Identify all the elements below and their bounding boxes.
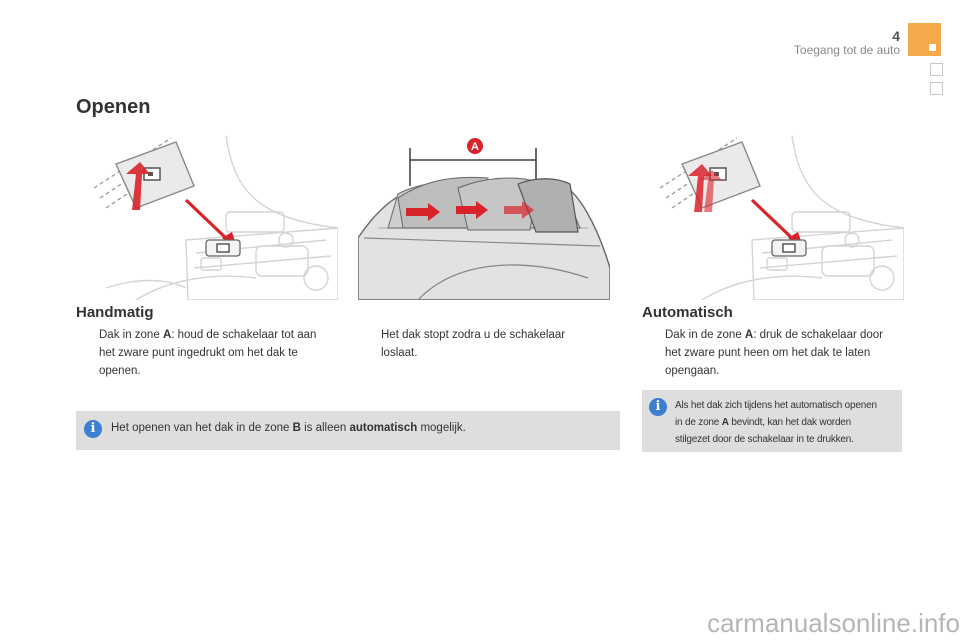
handmatig-title: Handmatig (76, 304, 154, 321)
handmatig-step-2: Het dak stopt zodra u de schakelaar loslaat. (381, 329, 566, 359)
chapter-tab[interactable] (930, 82, 943, 95)
chapter-tab[interactable] (930, 63, 943, 76)
zone-label: A (744, 329, 754, 341)
automatisch-step-1: Dak in de zone A: druk de schakelaar door het zware punt heen om het dak te laten opengaan. (665, 329, 884, 377)
info-note (76, 411, 620, 450)
automatic-switch-illustration (642, 128, 904, 300)
chapter-title: Toegang tot de auto (793, 43, 900, 57)
zone-a-marker: A (471, 141, 479, 153)
automatisch-note-text: Als het dak zich tijdens het automatisch openen in de zone A bevindt, kan het dak worden stilgezet door de schakelaar in te drukken. (675, 400, 877, 445)
chapter-tab-active[interactable] (908, 23, 941, 56)
info-icon: i (84, 420, 102, 438)
info-note-text: Het openen van het dak in de zone B is alleen automatisch mogelijk. (111, 422, 466, 434)
info-icon: i (649, 398, 667, 416)
page-number: 4 (892, 28, 900, 44)
automatisch-title: Automatisch (642, 304, 733, 321)
section-title: Openen (76, 96, 151, 118)
roof-opening-illustration (358, 128, 610, 300)
handmatig-step-1: Dak in zone A: houd de schakelaar tot aan het zware punt ingedrukt om het dak te openen. (99, 329, 317, 377)
manual-switch-illustration (76, 128, 338, 300)
watermark: carmanualsonline.info (707, 608, 960, 638)
zone-label: A (162, 329, 172, 341)
automatisch-note (642, 390, 902, 452)
